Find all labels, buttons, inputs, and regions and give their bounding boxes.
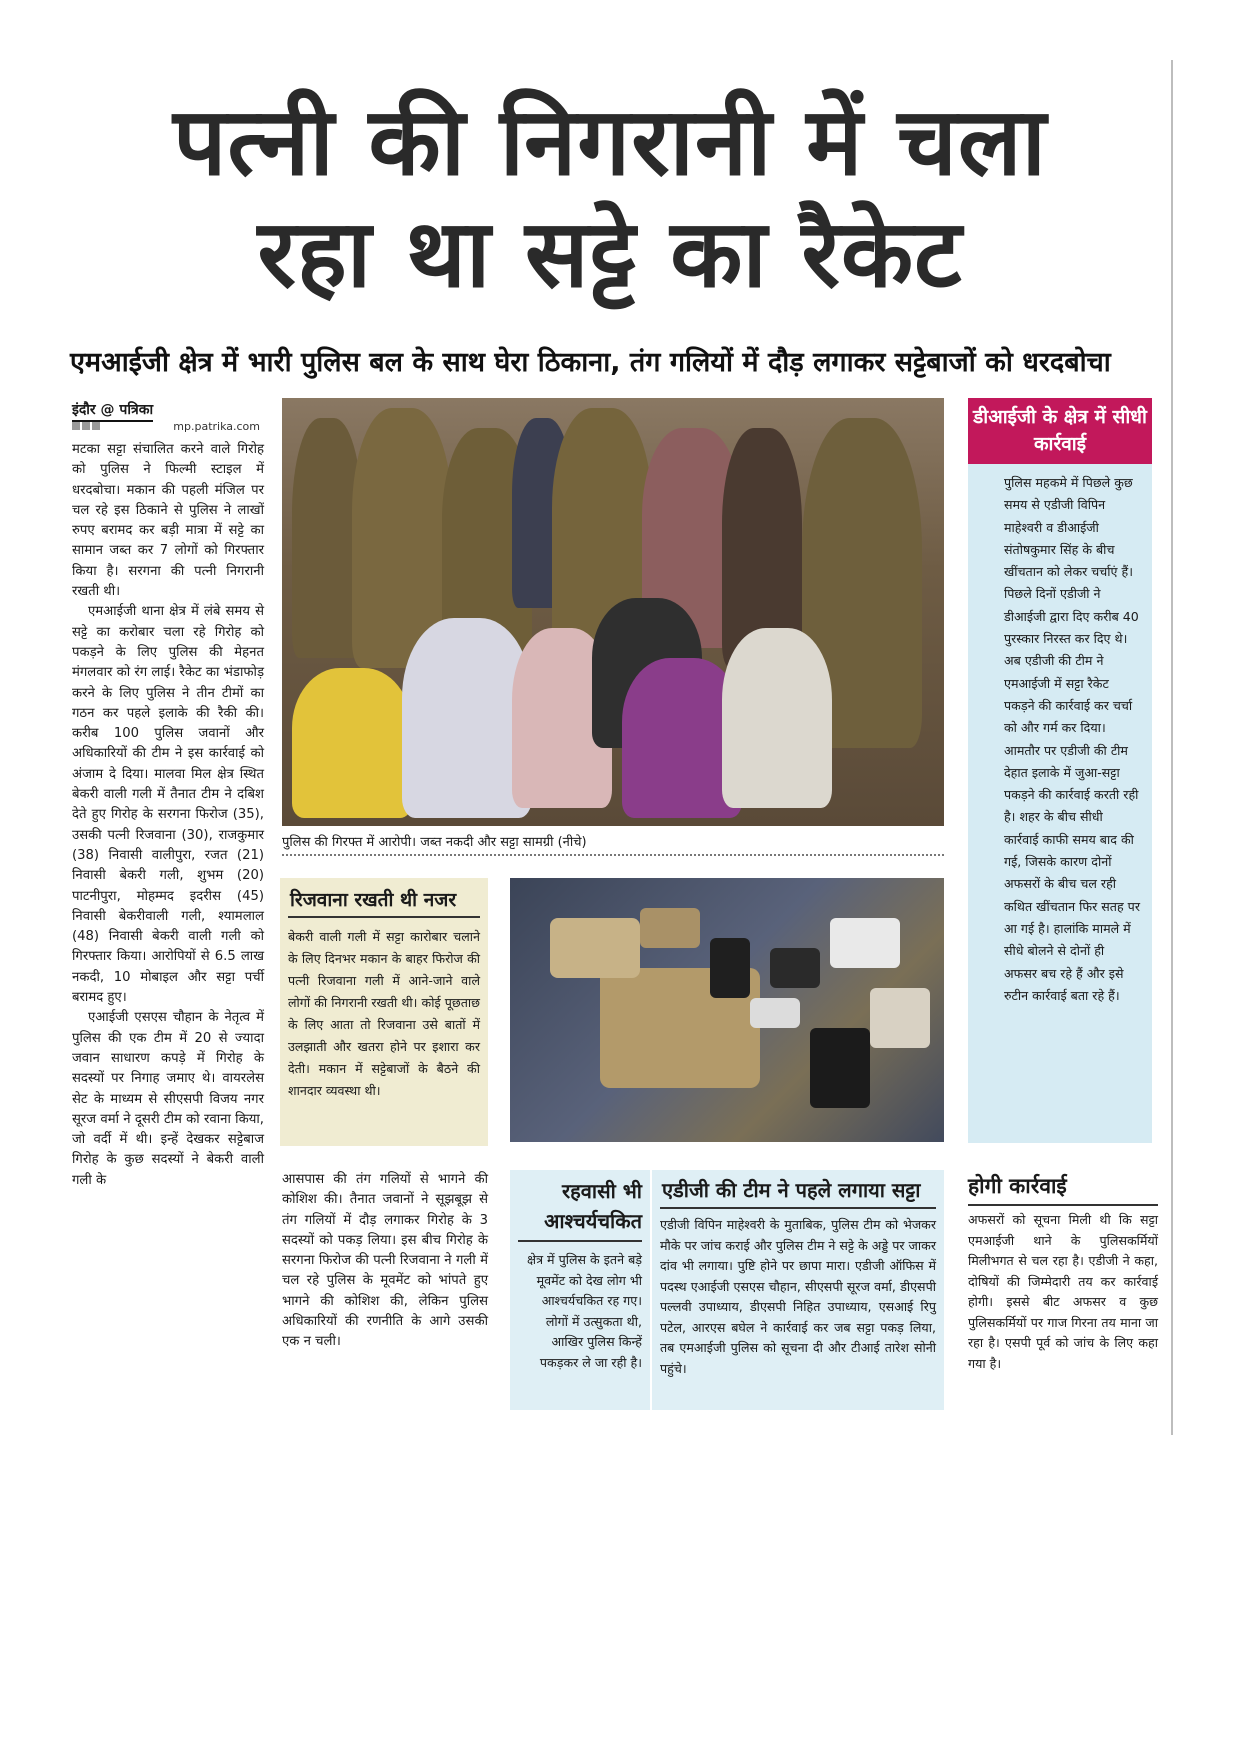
title-rule xyxy=(518,1240,642,1242)
box-residents-text: क्षेत्र में पुलिस के इतने बड़े मूवमेंट को देख लोग भी आश्चर्यचकित रह गए। लोगों में उत्सुकता थी, आखिर पुलिस किन्हें पकड़कर ले जा रही है। xyxy=(527,1252,642,1370)
sidebar-text: पुलिस महकमे में पिछले कुछ समय से एडीजी विपिन माहेश्वरी व डीआईजी संतोषकुमार सिंह के बीच खींचतान को लेकर चर्चाएं हैं। पिछले दिनों एडीजी ने डीआईजी द्वारा दिए करीब 40 पुरस्कार निरस्त कर दिए थे। अब एडीजी की टीम ने एमआईजी में सट्टा रैकेट पकड़ने की कार्रवाई कर चर्चा को और गर्म कर दिया। आमतौर पर एडीजी की टीम देहात इलाके में जुआ-सट्टा पकड़ने की कार्रवाई करती रही है। शहर के बीच सीधी कार्रवाई काफी समय बाद की गई, जिसके कारण दोनों अफसरों के बीच चल रही कथित खींचतान फिर सतह पर आ गई है। हालांकि मामले में सीधे बोलने से दोनों ही अफसर बच रहे हैं और इसे रुटीन कार्रवाई बता रहे हैं। xyxy=(1004,475,1140,1003)
box-adg-title: एडीजी की टीम ने पहले लगाया सट्टा xyxy=(660,1170,936,1209)
story-paragraph: एमआईजी थाना क्षेत्र में लंबे समय से सट्टे का करोबार चला रहे गिरोह को पकड़ने के लिए पुलिस की मेहनत मंगलवार को रंग लाई। रैकेट का भंडाफोड़ करने के लिए पुलिस ने तीन टीमों का गठन कर पहले इलाके की रैकी की। करीब 100 पुलिस जवानों और अधिकारियों की टीम ने इस कार्रवाई को अंजाम दे दिया। मालवा मिल क्षेत्र स्थित बेकरी वाली गली में तैनात टीम ने दबिश देते हुए गिरोह के सरगना फिरोज (35), उसकी पत्नी रिजवाना (30), राजकुमार (38) निवासी वालीपुरा, रजत (21) निवासी बेकरी गली, शुभम (20) पाटनीपुरा, मोहम्मद इदरीस (45) निवासी बेकरीवाली गली, श्यामलाल (48) निवासी बेकरी वाली गली को गिरफ्तार किया। आरोपियों से 6.5 लाख नकदी, 10 मोबाइल और सट्टा पर्ची बरामद हुए। xyxy=(72,604,264,1006)
headline-line-2: रहा था सट्टे का रैकेट xyxy=(257,200,963,309)
bullet-square-icon xyxy=(92,422,100,430)
website-line xyxy=(72,420,260,433)
story-paragraph: एआईजी एसएस चौहान के नेतृत्व में पुलिस की एक टीम में 20 से ज्यादा जवान साधारण कपड़े में गिरोह के सदस्यों पर निगाह जमाए थे। वायरलेस सेट के माध्यम से सीएसपी विजय नगर सूरज वर्मा ने दूसरी टीम को रवाना किया, जो वर्दी में थी। इन्हें देखकर सट्टेबाज गिरोह के कुछ सदस्यों ने बेकरी वाली गली के xyxy=(72,1010,264,1188)
headline-line-1: पत्नी की निगरानी में चला xyxy=(173,88,1047,197)
byline: इंदौर @ पत्रिका xyxy=(72,400,153,422)
sidebar-dig-action xyxy=(968,398,1152,1143)
subheadline: एमआईजी क्षेत्र में भारी पुलिस बल के साथ घेरा ठिकाना, तंग गलियों में दौड़ लगाकर सट्टेबाजों को धरदबोचा xyxy=(70,347,1111,378)
box-rizwana-text: बेकरी वाली गली में सट्टा कारोबार चलाने के लिए दिनभर मकान के बाहर फिरोज की पत्नी रिजवाना गली में आने-जाने वाले लोगों की निगरानी रखती थी। कोई पूछताछ के लिए आता तो रिजवाना उसे बातों में उलझाती और खतरा होने पर इशारा कर देती। मकान में सट्टेबाजों के बैठने की शानदार व्यवस्था थी। xyxy=(288,929,480,1098)
seized-cash-photo xyxy=(510,878,944,1142)
sidebar-title: डीआईजी के क्षेत्र में सीधी कार्रवाई xyxy=(968,398,1152,464)
main-story-column-2: आसपास की तंग गलियों से भागने की कोशिश की। तैनात जवानों ने सूझबूझ से तंग गलियों में दौड़ लगाकर गिरोह के 3 सदस्यों को पकड़ लिया। इस बीच गिरोह के सरगना फिरोज की पत्नी रिजवाना ने गली में चल रहे पुलिस के मूवमेंट को भांपते हुए भागने की कोशिश की, लेकिन पुलिस अधिकारियों की रणनीति के आगे उसकी एक न चली। xyxy=(282,1172,488,1350)
action-text: अफसरों को सूचना मिली थी कि सट्टा एमआईजी थाने के पुलिसकर्मियों मिलीभगत से चल रहा है। एडीजी ने कहा, दोषियों की जिम्मेदारी तय कर कार्रवाई होगी। इससे बीट अफसर व कुछ पुलिसकर्मियों पर गाज गिरना तय माना जा रहा है। एसपी पूर्व को जांच के लिए कहा गया है। xyxy=(968,1212,1158,1371)
box-residents xyxy=(510,1170,650,1410)
page-right-rule xyxy=(1171,60,1173,1435)
arrest-photo xyxy=(282,398,944,826)
bullet-square-icon xyxy=(82,422,90,430)
box-adg-team xyxy=(652,1170,944,1410)
box-rizwana xyxy=(280,878,488,1146)
bullet-square-icon xyxy=(72,422,80,430)
box-residents-title: रहवासी भी आश्चर्यचकित xyxy=(544,1179,642,1233)
dotted-divider xyxy=(282,854,944,856)
photo-caption: पुलिस की गिरफ्त में आरोपी। जब्त नकदी और सट्टा सामग्री (नीचे) xyxy=(282,835,587,850)
story-paragraph: मटका सट्टा संचालित करने वाले गिरोह को पुलिस ने फिल्मी स्टाइल में धरदबोचा। मकान की पहली मंजिल पर चल रहे इस ठिकाने से पुलिस ने लाखों रुपए बरामद कर बड़ी मात्रा में सट्टे का सामान जब्त कर 7 लोगों को गिरफ्तार किया है। सरगना की पत्नी निगरानी रखती थी। xyxy=(72,442,264,600)
website-url: mp.patrika.com xyxy=(173,420,260,433)
box-adg-text: एडीजी विपिन माहेश्वरी के मुताबिक, पुलिस टीम को भेजकर मौके पर जांच कराई और पुलिस टीम ने सट्टे के अड्डे पर जाकर दांव भी लगाया। पुष्टि होने पर छापा मारा। एडीजी ऑफिस में पदस्थ एआईजी एसएस चौहान, सीएसपी सूरज वर्मा, डीएसपी पल्लवी उपाध्याय, डीएसपी निहित उपाध्याय, एसआई रिपु पटेल, आरएस बघेल ने कार्रवाई कर जब सट्टा पकड़ लिया, तब एमआईजी पुलिस को सूचना दी और टीआई तारेश सोनी पहुंचे। xyxy=(660,1217,936,1376)
action-title: होगी कार्रवाई xyxy=(968,1172,1158,1206)
main-story-column-1 xyxy=(72,440,264,1191)
box-rizwana-title: रिजवाना रखती थी नजर xyxy=(288,878,480,918)
